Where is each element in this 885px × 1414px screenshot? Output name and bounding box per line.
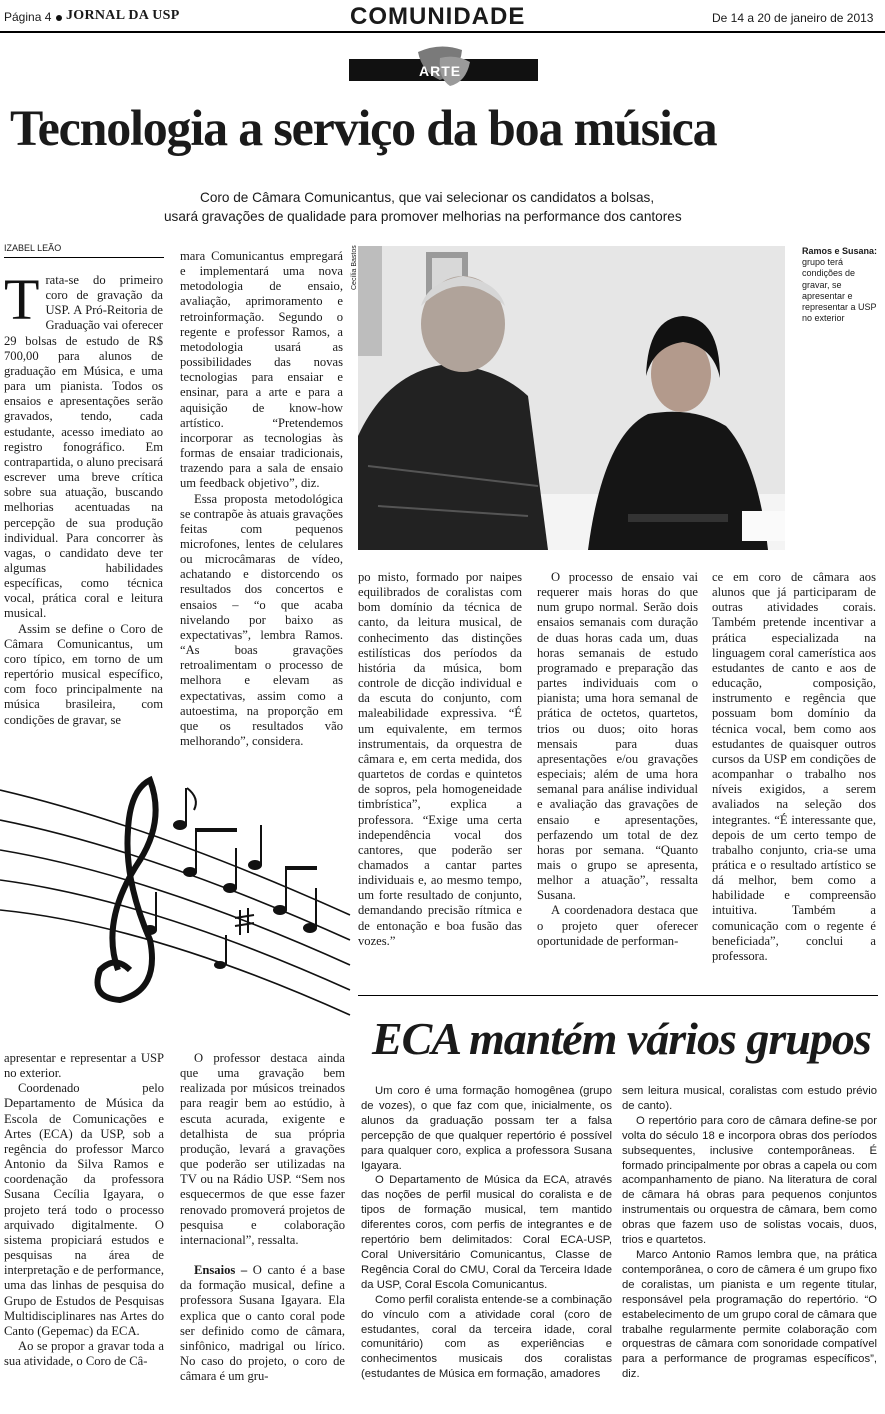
section-title: COMUNIDADE [350, 3, 526, 30]
music-staff-illustration [0, 770, 356, 1040]
paper-name: JORNAL DA USP [66, 8, 180, 23]
box-paragraph: O repertório para coro de câmara define-se por volta do século 18 e incorpora obras dos períodos subsequentes, inclusive contemporâneas. É formado principalmente por obras a capela ou com acompanhamento de piano. Na literatura de coral de câmara há obras para pequenos conjuntos instrumentais ou orquestra de câmara, bem como obras que fazem uso de solistas vocais, duos, trios e quartetos. [622, 1114, 877, 1247]
article-paragraph: O processo de ensaio vai requerer mais horas do que num grupo normal. Serão dois ensaios semanais com duração de duas horas cada um, duas horas semanais de estudo programado e preparação das partes individuais com o pianista; uma hora semanal de prática de octetos, quartetos, trios ou duos; oito horas mensais para duas apresentações e/ou gravações especiais; além de uma hora semanal para análise individual e avaliação das gravações de ensaio e apresentações, perfazendo um total de dez horas por semana. “Quanto mais o grupo se apresenta, melhor a atuação”, ressalta Susana. [537, 570, 698, 903]
byline: IZABEL LEÃO [4, 243, 62, 253]
article-paragraph: po misto, formado por naipes equilibrados de coralistas com bom domínio da técnica de canto, da leitura musical, de conhecimento das distinções estilísticas dos períodos da história da música, bom controle de dicção individual e da escuta do conjunto, com maleabilidade expressiva. “É um equivalente, em termos instrumentais, da orquestra de câmara e, em certa medida, dos quartetos de cordas e quintetos de sopros, pela homogeneidade timbrística”, explica a professora. “Exige uma certa independência vocal dos cantores, que poderão ser chamados a cantar partes individuais e, ao mesmo tempo, um forte resultado de conjunto, demandando precisão rítmica e de entonação e boa fusão das vozes.” [358, 570, 522, 948]
headline: Tecnologia a serviço da boa música [10, 101, 717, 157]
article-paragraph-text: O canto é a base da formação musical, define a professora Susana Igayara. Ela explica que o canto coral pode ser definido como de câmara, sinfônico, madrigal ou lírico. No caso do projeto, o coro de câmara é um gru- [180, 1263, 346, 1384]
drop-cap: T [4, 267, 40, 332]
subhead-line-2: usará gravações de qualidade para promover melhorias na performance dos cantores [164, 209, 682, 224]
article-col-2-top [180, 249, 343, 749]
box-title: ECA mantém vários grupos [372, 1013, 871, 1064]
caption-text: grupo terá condições de gravar, se apresentar e representar a USP no exterior [802, 257, 877, 324]
article-paragraph: mara Comunicantus empregará e implementará uma nova metodologia de ensaio, avaliação, aprimoramento e retroinformação. Segundo o regente e professor Ramos, a metodologia usará as possibilidades das novas tecnologias para ensaiar e ensinar, para a arte e para a aquisição de know-how artístico. “Pretendemos incorporar as tecnologias às formas de ensaiar tradicionais, trazendo para a sala de ensaio um feedback objetivo”, diz. [180, 249, 343, 491]
box-top-rule [358, 995, 878, 996]
article-col-1-top [4, 267, 163, 728]
article-col-4 [537, 570, 698, 949]
article-col-3 [358, 570, 522, 949]
photo-illustration [358, 246, 785, 550]
box-paragraph: Um coro é uma formação homogênea (grupo de vozes), o que faz com que, inicialmente, os alunos da graduação possam ter a falsa percepção de que qualquer repertório é possível para qualquer coro, explica a professora Susana Igayara. [361, 1085, 612, 1172]
box-paragraph: Marco Antonio Ramos lembra que, na prática contemporânea, o coro de câmera é um grupo fixo de coralistas, um pianista e um regente titular, responsável pela programação do repertório. “O estabelecimento de um grupo coral de câmara que trabalhe regularmente permite colaboração com orquestras de câmara com sonoridade compatível para a performance de programas específicos”, diz. [622, 1248, 877, 1381]
article-paragraph: ce em coro de câmara aos alunos que já participaram de outras atividades corais. Também pretende incentivar a prática especializada na linguagem coral camerística aos estudantes de canto e aos de educação, composição, instrumento e regência que possuam bom domínio da técnica vocal, bem como aos estudantes de quaisquer outros cursos da USP em condições de acompanhar o trabalho nos níveis exigidos, a serem avaliados na seleção dos integrantes. “É interessante que, depois de um certo tempo de trabalho conjunto, cria-se uma prática e o resultado artístico se dá melhor, bem como a habilidade e compreensão intuitiva. Também a comunicação com o regente é beneficiada”, conclui a professora. [712, 570, 876, 963]
article-paragraph: O professor destaca ainda que uma gravação bem realizada por músicos treinados para reagir bem ao estúdio, à escuta acurada, exigente e detalhista de sua própria produção, levará a gravações que poderão ser utilizadas na TV ou na Rádio USP. “Sem nos esquecermos de que esse fazer renovado promoverá projetos de pesquisa e colaboração internacional”, ressalta. [180, 1051, 345, 1247]
article-paragraph: rata-se do primeiro coro de gravação da USP. A Pró-Reitoria de Graduação vai oferecer 29 bolsas de estudo de R$ 700,00 para alunos de graduação em Música, e uma para um pianista. Todos os ensaios e apresentações serão gravados, tendo, cada estudante, acesso imediato ao registro fonográfico. Em contrapartida, o aluno precisará escrever uma breve crítica sobre sua atuação, buscando melhorias acentuadas na percepção de sua produção individual. Para concorrer às vagas, o candidato deve ter algumas habilidades específicas, como técnica vocal, prática coral e leitura musical. [4, 273, 163, 621]
article-col-1-bottom [4, 1051, 164, 1369]
article-col-2-bottom [180, 1051, 345, 1384]
bullet-icon [56, 15, 62, 21]
article-paragraph: apresentar e representar a USP no exterior. [4, 1051, 164, 1081]
box-paragraph: Como perfil coralista entende-se a combinação do vínculo com a atividade coral (coro de estudantes, coral da terceira idade, coral comunitário) com as experiências e conhecimentos musicais dos coralistas (estudantes de Música em formação, amadores [361, 1293, 612, 1381]
caption-lead: Ramos e Susana: [802, 246, 878, 256]
page-number: Página 4 [4, 10, 52, 24]
article-paragraph [180, 1263, 345, 1384]
article-paragraph: Ao se propor a gravar toda a sua atividade, o Coro de Câ- [4, 1338, 164, 1369]
article-col-5 [712, 570, 876, 964]
header-rule [0, 31, 885, 33]
section-tag: ARTE [419, 63, 462, 79]
article-paragraph: Essa proposta metodológica se contrapõe às atuais gravações feitas com pequenos microfones, lentes de celulares ou microcâmaras de vídeo, achatando e distorcendo os resultados dos concertos e ensaios – “o que acaba nivelando por baixo as expectativas”, lembra Ramos. “As boas gravações retroalimentam o processo de melhora e elevam as expectativas, assim como a autoestima, na proporção em que os resultados vão melhorando”, considera. [180, 491, 343, 748]
photo-caption [802, 246, 880, 324]
article-paragraph: Coordenado pelo Departamento de Música da Escola de Comunicações e Artes (ECA) da USP, sob a regência do professor Marco Antonio da Silva Ramos e coordenação da professora Susana Cecília Igayara, o projeto terá todo o processo arquivado digitalmente. O sistema propiciará estudos e pesquisas na área de interpretação e de performance, uma das linhas de pesquisa do Grupo de Estudos de Pesquisas Multidisciplinares nas Artes do Canto (Gepemac) da ECA. [4, 1081, 164, 1338]
issue-date: De 14 a 20 de janeiro de 2013 [712, 11, 874, 25]
box-paragraph: O Departamento de Música da ECA, através das noções de perfil musical do coralista e de tipos de formação musical, tem mantido diferentes coros, com perfis de integrantes e de repertório bem delimitados: Coral ECA-USP, Coral Universitário Comunicantus, Classe de Regência Coral do CMU, Coral da Terceira Idade da USP, Coral Escola Comunicantus. [361, 1174, 612, 1291]
article-paragraph: Assim se define o Coro de Câmara Comunicantus, um coro típico, em torno de um repertório musical específico, com foco principalmente na música brasileira, com condições de gravar, se [4, 621, 163, 727]
box-paragraph: sem leitura musical, coralistas com estudo prévio de canto). [622, 1085, 877, 1112]
photo-credit: Cecília Bastos [351, 245, 358, 290]
article-photo [358, 246, 785, 550]
box-col-b [622, 1084, 877, 1382]
byline-rule [4, 257, 164, 258]
box-col-a [361, 1084, 612, 1382]
article-paragraph: A coordenadora destaca que o projeto quer oferecer oportunidade de performan- [537, 903, 698, 948]
subhead-line-1: Coro de Câmara Comunicantus, que vai selecionar os candidatos a bolsas, [200, 190, 655, 205]
subheading-ensaios: Ensaios – [194, 1263, 248, 1278]
